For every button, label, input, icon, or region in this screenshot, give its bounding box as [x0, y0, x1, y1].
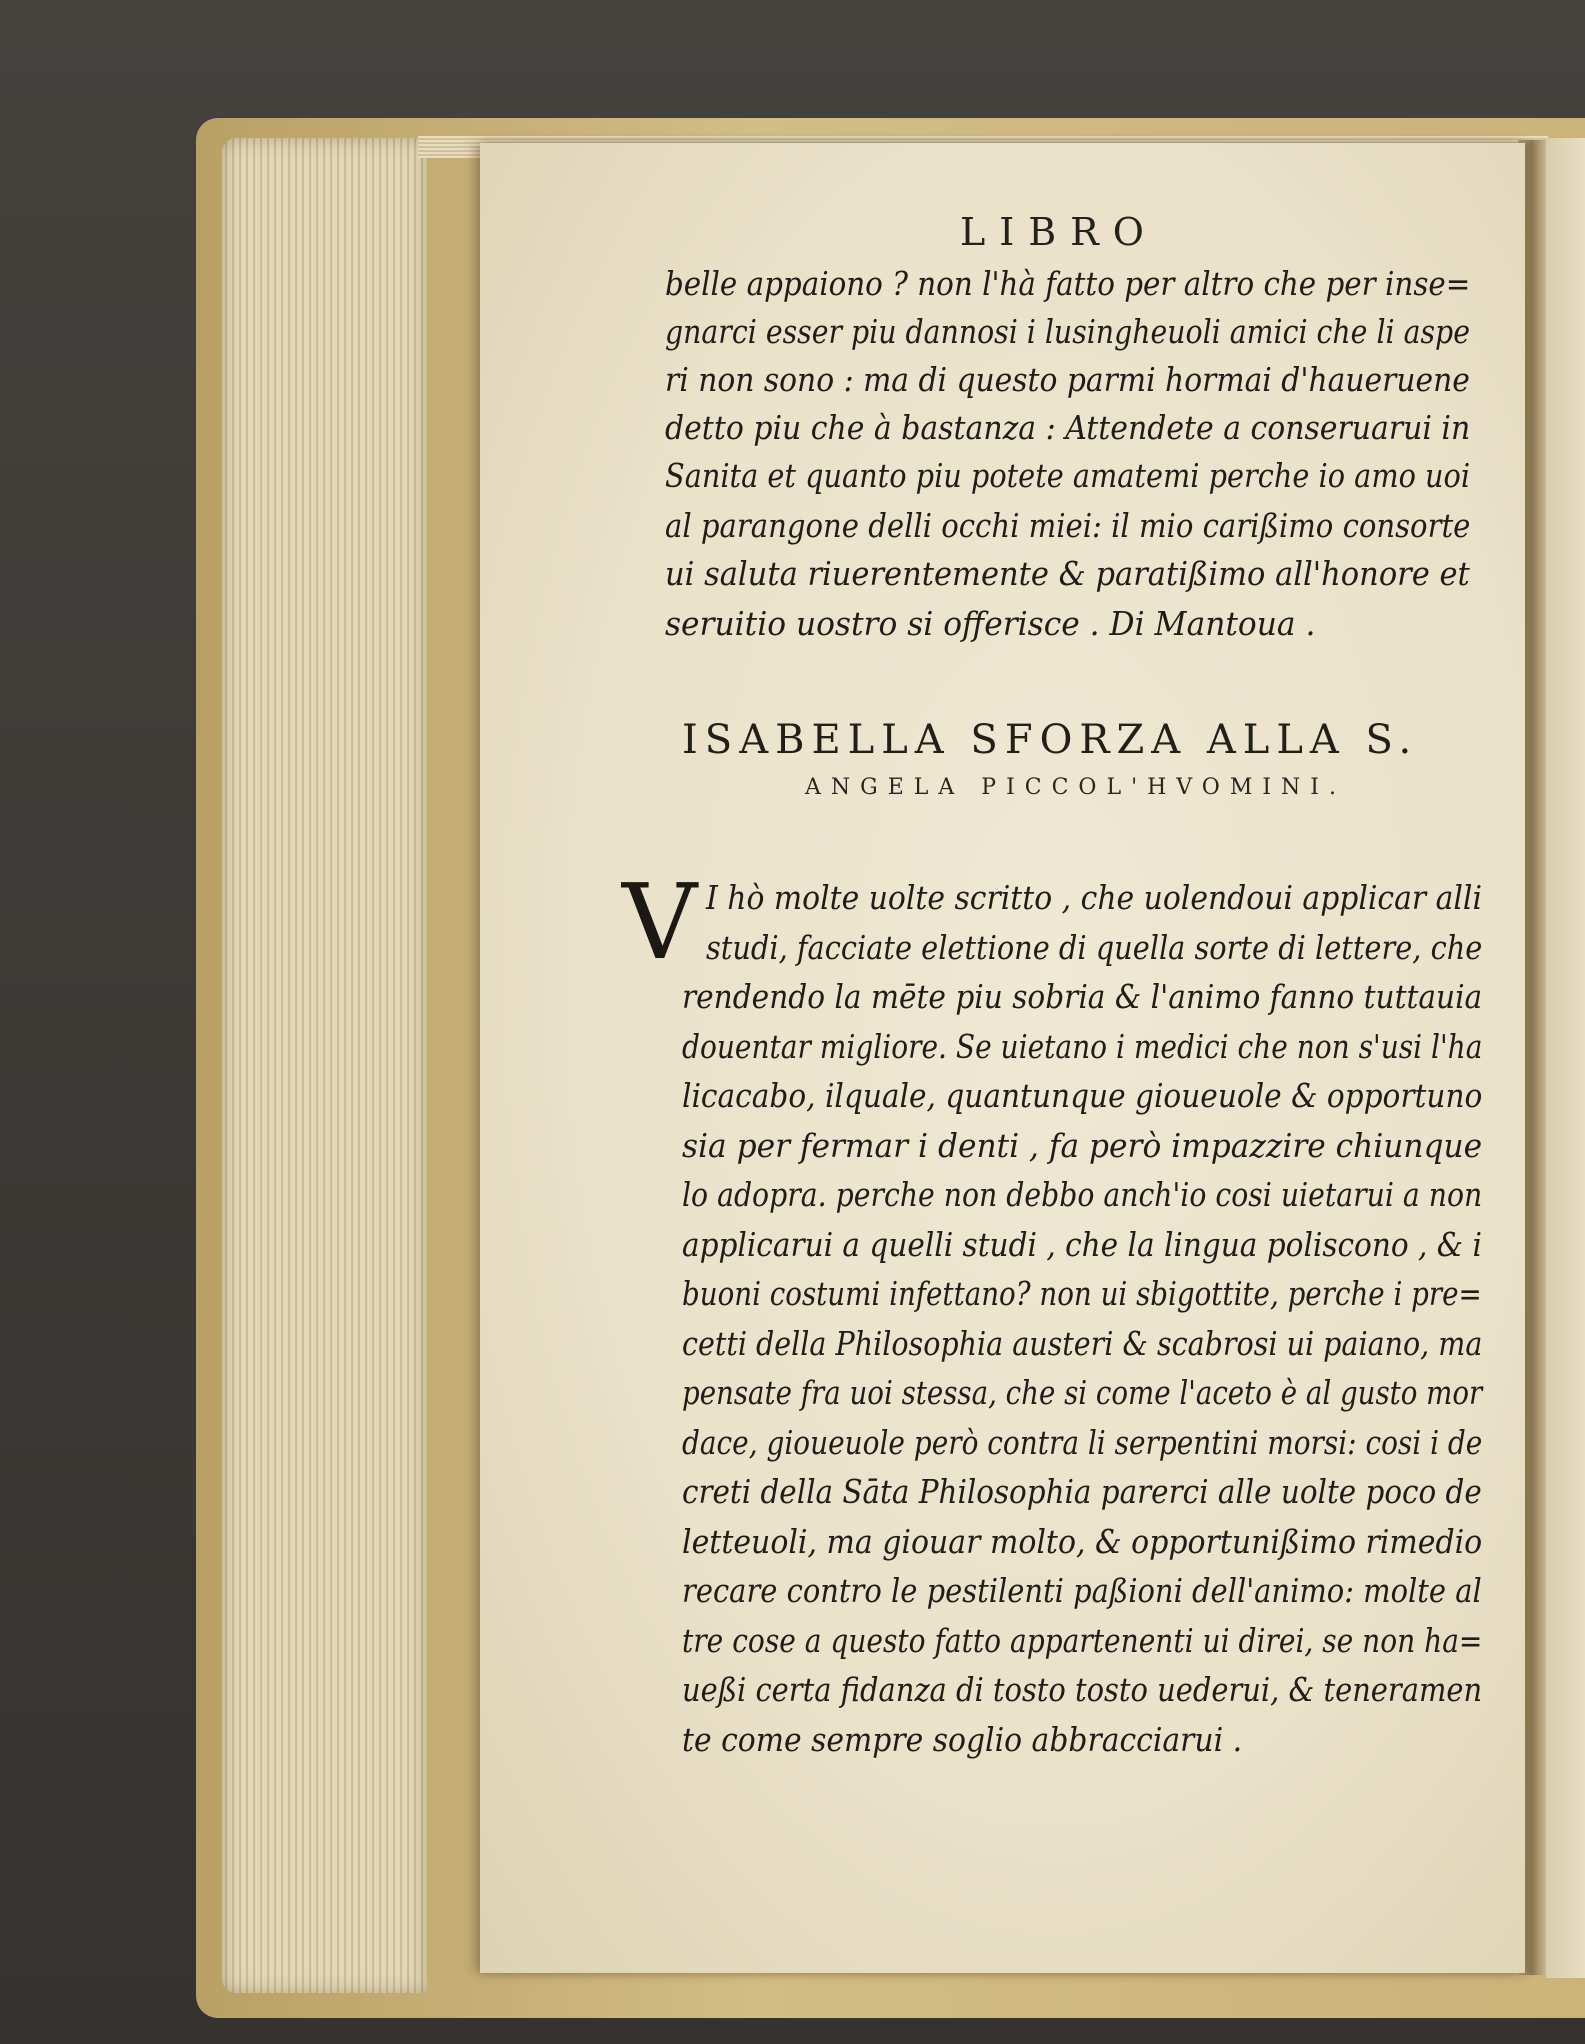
text-line: te come sempre soglio abbracciarui . — [682, 1720, 1243, 1759]
text-line: pensate fra uoi stessa, che si come l'aceto è al gusto mor — [682, 1373, 1483, 1412]
text-line: sia per fermar i denti , fa però impazzire chiunque — [682, 1126, 1483, 1165]
text-line: Sanita et quanto piu potete amatemi perche io amo uoi — [665, 456, 1471, 495]
text-line: buoni costumi infettano? non ui sbigottite, perche i pre= — [682, 1274, 1482, 1313]
letter-heading-line-2: ANGELA PICCOL'HVOMINI. — [805, 775, 1346, 800]
text-line: ri non sono : ma di questo parmi hormai d'haueruene — [665, 360, 1470, 399]
text-line: creti della Sāta Philosophia parerci alle uolte poco de — [682, 1472, 1482, 1511]
page-edges — [222, 138, 427, 1993]
text-line: ui saluta riuerentemente & paratißimo all'honore et — [665, 554, 1470, 593]
text-line: rendendo la mēte piu sobria & l'animo fanno tuttauia — [682, 977, 1483, 1016]
text-line: seruitio uostro si offerisce . Di Mantoua . — [665, 604, 1316, 643]
text-line: al parangone delli occhi miei: il mio carißimo consorte — [665, 506, 1471, 545]
text-line: belle appaiono ? non l'hà fatto per altro che per inse= — [665, 264, 1471, 303]
text-line: cetti della Philosophia austeri & scabrosi ui paiano, ma — [682, 1324, 1483, 1363]
drop-cap: V — [622, 861, 698, 983]
text-line: dace, gioueuole però contra li serpentini morsi: cosi i de — [682, 1423, 1483, 1462]
text-line: licacabo, ilquale, quantunque gioueuole & opportuno — [682, 1076, 1483, 1115]
text-line: recare contro le pestilenti paßioni dell'animo: molte al — [682, 1571, 1482, 1610]
text-line: studi, facciate elettione di quella sorte di lettere, che — [706, 928, 1483, 967]
text-line: gnarci esser piu dannosi i lusingheuoli amici che li aspe — [665, 312, 1470, 351]
facing-page — [1546, 138, 1585, 1978]
text-line: detto piu che à bastanza : Attendete a conseruarui in — [665, 408, 1471, 447]
text-line: douentar migliore. Se uietano i medici che non s'usi l'ha — [682, 1027, 1483, 1066]
text-line: I hò molte uolte scritto , che uolendoui applicar alli — [706, 878, 1483, 917]
running-head: LIBRO — [960, 210, 1158, 254]
text-line: letteuoli, ma giouar molto, & opportunißimo rimedio — [682, 1522, 1483, 1561]
text-line: tre cose a questo fatto appartenenti ui direi, se non ha= — [682, 1621, 1483, 1660]
text-line: lo adopra. perche non debbo anch'io cosi uietarui a non — [682, 1175, 1483, 1214]
text-line: ueßi certa fidanza di tosto tosto uederui, & teneramen — [682, 1670, 1483, 1709]
text-line: applicarui a quelli studi , che la lingua poliscono , & i — [682, 1225, 1482, 1264]
letter-heading-line-1: ISABELLA SFORZA ALLA S. — [682, 717, 1419, 763]
